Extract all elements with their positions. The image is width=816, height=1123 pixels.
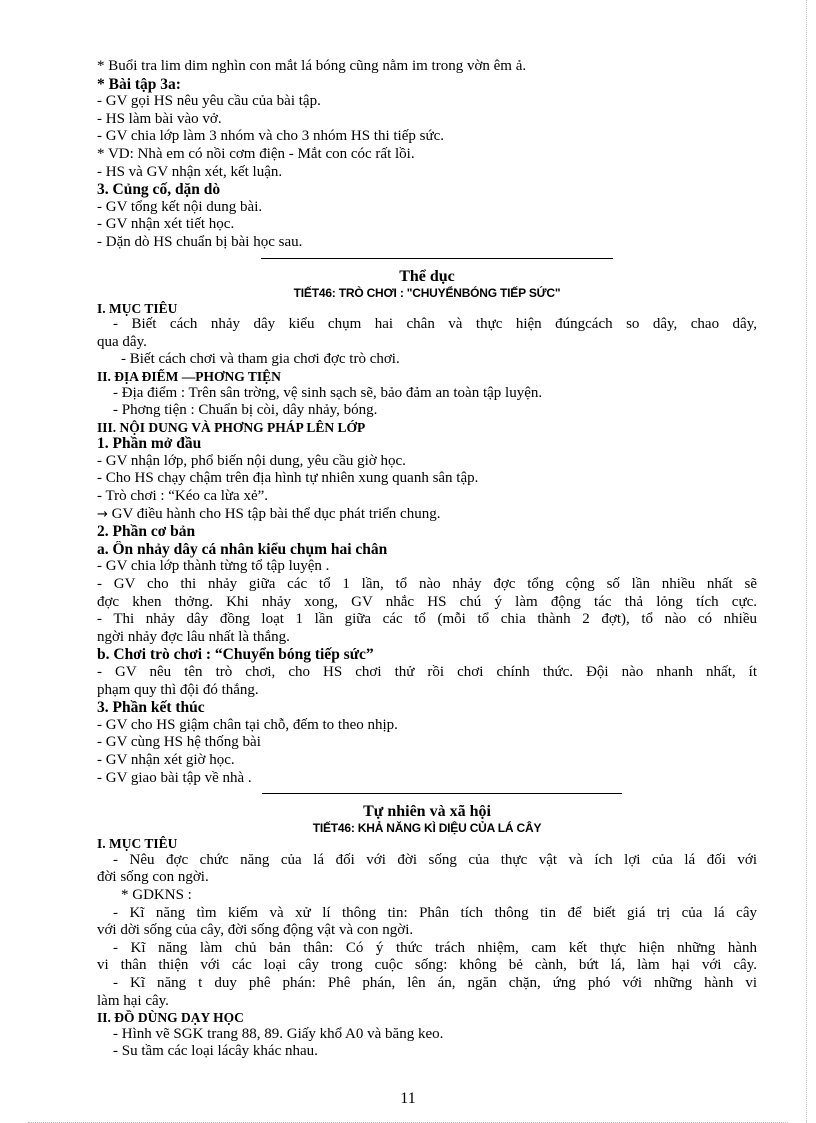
section-heading: I. MỤC TIÊU xyxy=(97,836,178,852)
text-line: * VD: Nhà em có nồi cơm điện - Mắt con cóc rất lồi. xyxy=(97,145,415,162)
page-border xyxy=(806,0,807,1123)
text-line: vi thân thiện với các loại cây trong cuộc sống: không bẻ cành, bứt lá, làm hại với cây. xyxy=(97,957,757,974)
subsection-heading: 1. Phần mở đầu xyxy=(97,435,202,453)
text-line: - GV cho thi nhảy giữa các tổ 1 lần, tổ nào nhảy đợc tổng cộng số lần nhiều nhất sẽ xyxy=(97,576,757,593)
text-line: - HS làm bài vào vở. xyxy=(97,110,222,127)
subject-title: Tự nhiên và xã hội xyxy=(363,803,491,821)
text-line: - Thi nhảy dây đồng loạt 1 lần giữa các tổ (mỗi tổ chia thành 2 đợt), tổ nào có nhiều xyxy=(97,611,757,628)
lesson-title: TIẾT46: TRÒ CHƠI : "CHUYỂNBÓNG TIẾP SỨC" xyxy=(293,285,561,300)
text-line: * GDKNS : xyxy=(121,886,192,903)
text-line: làm hại cây. xyxy=(97,992,169,1009)
text-line: - GV cùng HS hệ thống bài xyxy=(97,734,261,751)
text-line: - Biết cách chơi và tham gia chơi đợc trò chơi. xyxy=(121,351,400,368)
text-line: - Kĩ năng làm chủ bản thân: Có ý thức trách nhiệm, cam kết thực hiện những hành xyxy=(113,939,757,956)
text-line: - GV nhận xét giờ học. xyxy=(97,751,235,768)
subject-title: Thể dục xyxy=(399,267,455,285)
text-line: - Nêu đợc chức năng của lá đối với đời sống của thực vật và ích lợi của lá đối với xyxy=(113,851,757,868)
text-line: ngời nhảy đợc lâu nhất là thắng. xyxy=(97,628,290,645)
text-line: qua dây. xyxy=(97,333,147,350)
text-line: - Su tầm các loại lácây khác nhau. xyxy=(113,1043,318,1060)
subsection-heading: a. Ôn nhảy dây cá nhân kiểu chụm hai chân xyxy=(97,540,388,558)
text-line: - GV gọi HS nêu yêu cầu của bài tập. xyxy=(97,93,321,110)
text-line: - Dặn dò HS chuẩn bị bài học sau. xyxy=(97,233,303,250)
text-line: - GV nhận lớp, phổ biến nội dung, yêu cầu giờ học. xyxy=(97,452,406,469)
text-line: - GV nhận xét tiết học. xyxy=(97,216,235,233)
text-line: đời sống con ngời. xyxy=(97,869,209,886)
separator-line xyxy=(261,258,613,259)
text-line: đợc khen thởng. Khi nhảy xong, GV nhắc HS chú ý làm động tác thả lỏng tích cực. xyxy=(97,593,757,610)
section-heading: I. MỤC TIÊU xyxy=(97,300,178,316)
text-line: với dời sống của cây, đời sống động vật và con ngời. xyxy=(97,922,414,939)
separator-line xyxy=(262,793,622,794)
text-line: - Kĩ năng tìm kiếm và xử lí thông tin: Phân tích thông tin để biết giá trị của lá cây xyxy=(113,904,757,921)
text-line: - GV tổng kết nội dung bài. xyxy=(97,198,263,215)
text-line: - Địa điểm : Trên sân trờng, vệ sinh sạch sẽ, bảo đảm an toàn tập luyện. xyxy=(113,384,543,401)
document-page xyxy=(97,58,757,1061)
text-line: - Cho HS chạy chậm trên địa hình tự nhiên xung quanh sân tập. xyxy=(97,470,479,487)
text-line: - GV cho HS giậm chân tại chỗ, đếm to theo nhịp. xyxy=(97,716,398,733)
subsection-heading: 3. Phần kết thúc xyxy=(97,699,205,717)
lesson-title: TIẾT46: KHẢ NĂNG KÌ DIỆU CỦA LÁ CÂY xyxy=(312,821,542,836)
text-line: - GV giao bài tập về nhà . xyxy=(97,769,252,786)
section-heading: 3. Củng cố, dặn dò xyxy=(97,181,221,199)
text-line: - HS và GV nhận xét, kết luận. xyxy=(97,163,283,180)
text-line: * Buổi tra lim dim nghìn con mắt lá bóng cũng nằm im trong vờn êm ả. xyxy=(97,58,527,74)
subsection-heading: b. Chơi trò chơi : “Chuyển bóng tiếp sức” xyxy=(97,646,374,664)
text-line: - GV chia lớp thành từng tổ tập luyện . xyxy=(97,558,330,575)
text-line: - Biết cách nhảy dây kiểu chụm hai chân và thực hiện đúngcách so dây, chao dây, xyxy=(113,316,757,333)
section-heading: II. ĐỒ DÙNG DẠY HỌC xyxy=(97,1010,244,1026)
page-number: 11 xyxy=(400,1090,416,1107)
arrow-right-icon: → xyxy=(97,506,108,522)
text-line: - Kĩ năng t duy phê phán: Phê phán, lên án, ngăn chặn, ứng phó với những hành vi xyxy=(113,974,757,991)
text-line: phạm quy thì đội đó thắng. xyxy=(97,681,259,698)
text-line: - Trò chơi : “Kéo ca lừa xẻ”. xyxy=(97,488,269,505)
subsection-heading: 2. Phần cơ bản xyxy=(97,523,196,541)
text-span: GV điều hành cho HS tập bài thể dục phát triển chung. xyxy=(107,505,441,522)
text-line xyxy=(97,506,757,524)
text-line: - Phơng tiện : Chuẩn bị còi, dây nhảy, bóng. xyxy=(113,402,378,419)
section-heading: II. ĐỊA ĐIỂM —PHƠNG TIỆN xyxy=(97,368,281,384)
text-line: - GV chia lớp làm 3 nhóm và cho 3 nhóm HS thi tiếp sức. xyxy=(97,128,444,145)
text-line: - Hình vẽ SGK trang 88, 89. Giấy khổ A0 và băng keo. xyxy=(113,1025,444,1042)
exercise-heading: * Bài tập 3a: xyxy=(97,75,181,93)
text-line: - GV nêu tên trò chơi, cho HS chơi thử rồi chơi chính thức. Đội nào nhanh nhất, ít xyxy=(97,664,757,680)
section-heading: III. NỘI DUNG VÀ PHƠNG PHÁP LÊN LỚP xyxy=(97,419,366,435)
